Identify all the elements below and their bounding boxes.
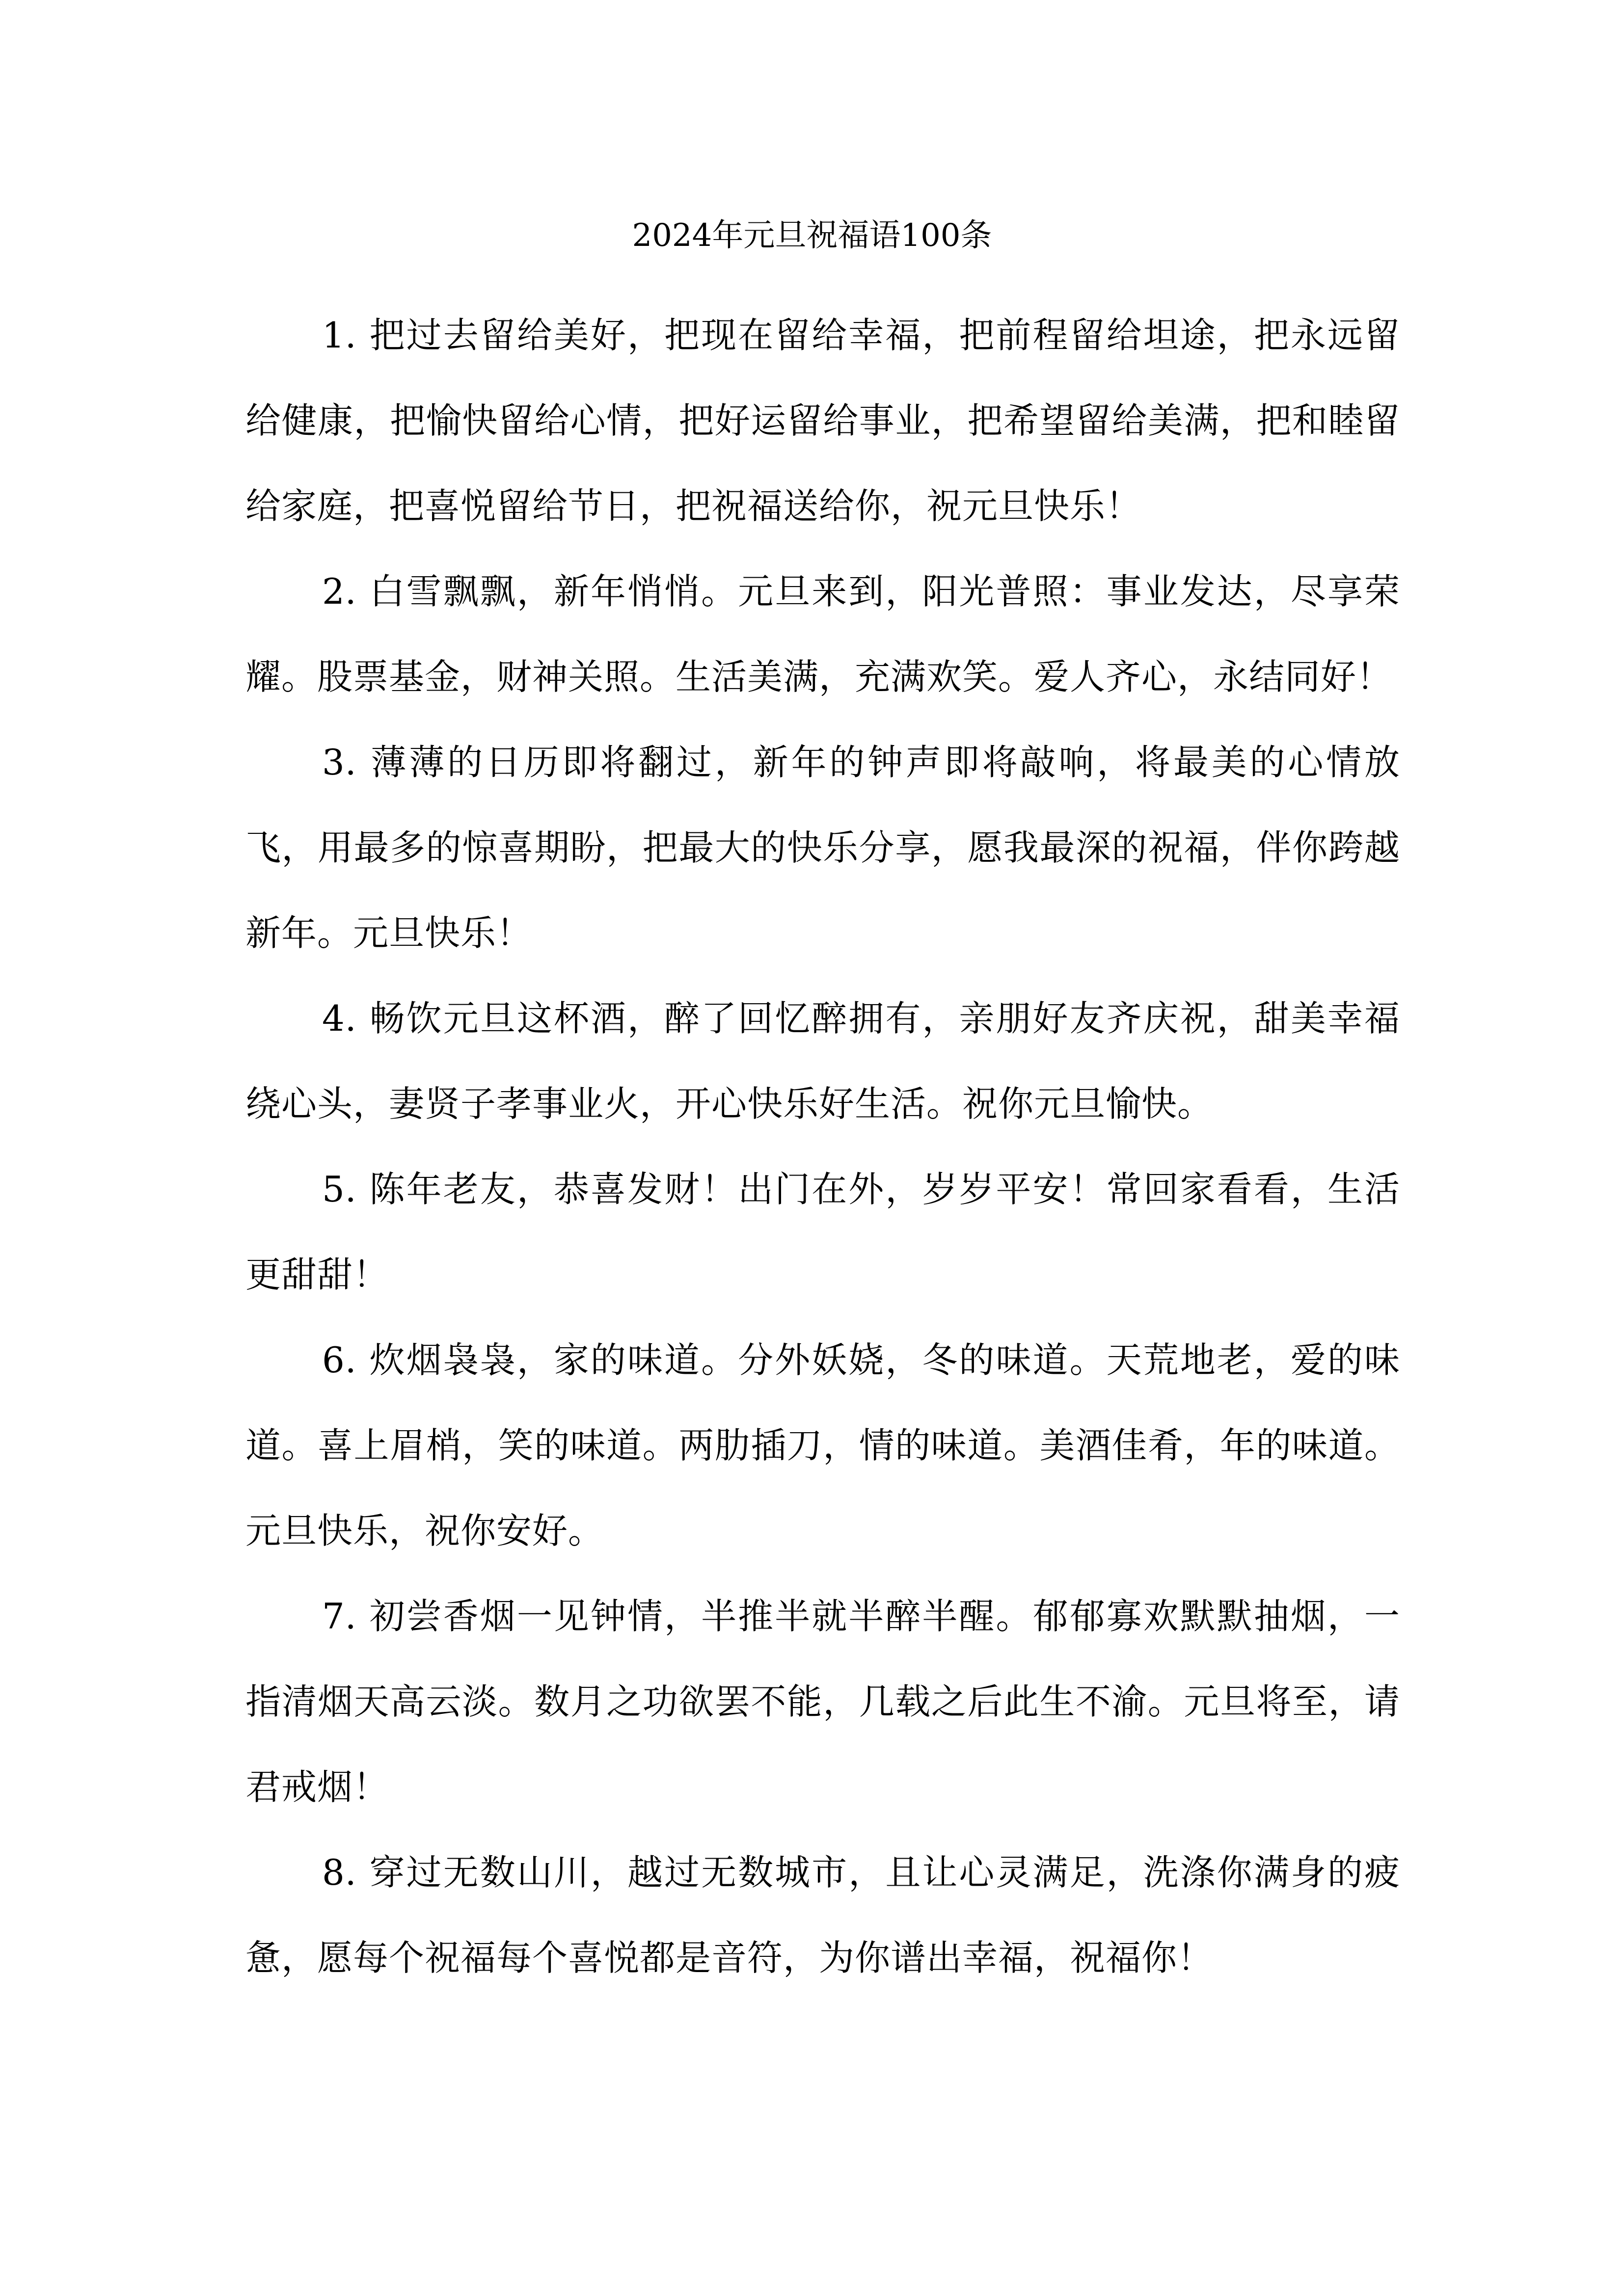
paragraph-2: 2. 白雪飘飘，新年悄悄。元旦来到，阳光普照：事业发达，尽享荣耀。股票基金，财神关照。生活美满，充满欢笑。爱人齐心，永结同好！ (245, 571, 1400, 697)
paragraph-5: 5. 陈年老友，恭喜发财！出门在外，岁岁平安！常回家看看，生活更甜甜！ (245, 1169, 1400, 1295)
paragraph-3: 3. 薄薄的日历即将翻过，新年的钟声即将敲响，将最美的心情放飞，用最多的惊喜期盼，把最大的快乐分享，愿我最深的祝福，伴你跨越新年。元旦快乐！ (245, 742, 1400, 954)
paragraph-7: 7. 初尝香烟一见钟情，半推半就半醉半醒。郁郁寡欢默默抽烟，一指清烟天高云淡。数月之功欲罢不能，几载之后此生不渝。元旦将至，请君戒烟！ (245, 1596, 1400, 1808)
paragraph-6: 6. 炊烟袅袅，家的味道。分外妖娆，冬的味道。天荒地老，爱的味道。喜上眉梢，笑的味道。两肋插刀，情的味道。美酒佳肴，年的味道。元旦快乐，祝你安好。 (245, 1339, 1400, 1551)
document-body (245, 293, 1400, 2001)
paragraph-4: 4. 畅饮元旦这杯酒，醉了回忆醉拥有，亲朋好友齐庆祝，甜美幸福绕心头，妻贤子孝事业火，开心快乐好生活。祝你元旦愉快。 (245, 998, 1400, 1124)
paragraph-1: 1. 把过去留给美好，把现在留给幸福，把前程留给坦途，把永远留给健康，把愉快留给心情，把好运留给事业，把希望留给美满，把和睦留给家庭，把喜悦留给节日，把祝福送给你，祝元旦快乐！ (245, 315, 1400, 527)
document-title: 2024年元旦祝福语100条 (632, 217, 992, 254)
paragraph-8: 8. 穿过无数山川，越过无数城市，且让心灵满足，洗涤你满身的疲惫，愿每个祝福每个喜悦都是音符，为你谱出幸福，祝福你！ (245, 1852, 1400, 1978)
